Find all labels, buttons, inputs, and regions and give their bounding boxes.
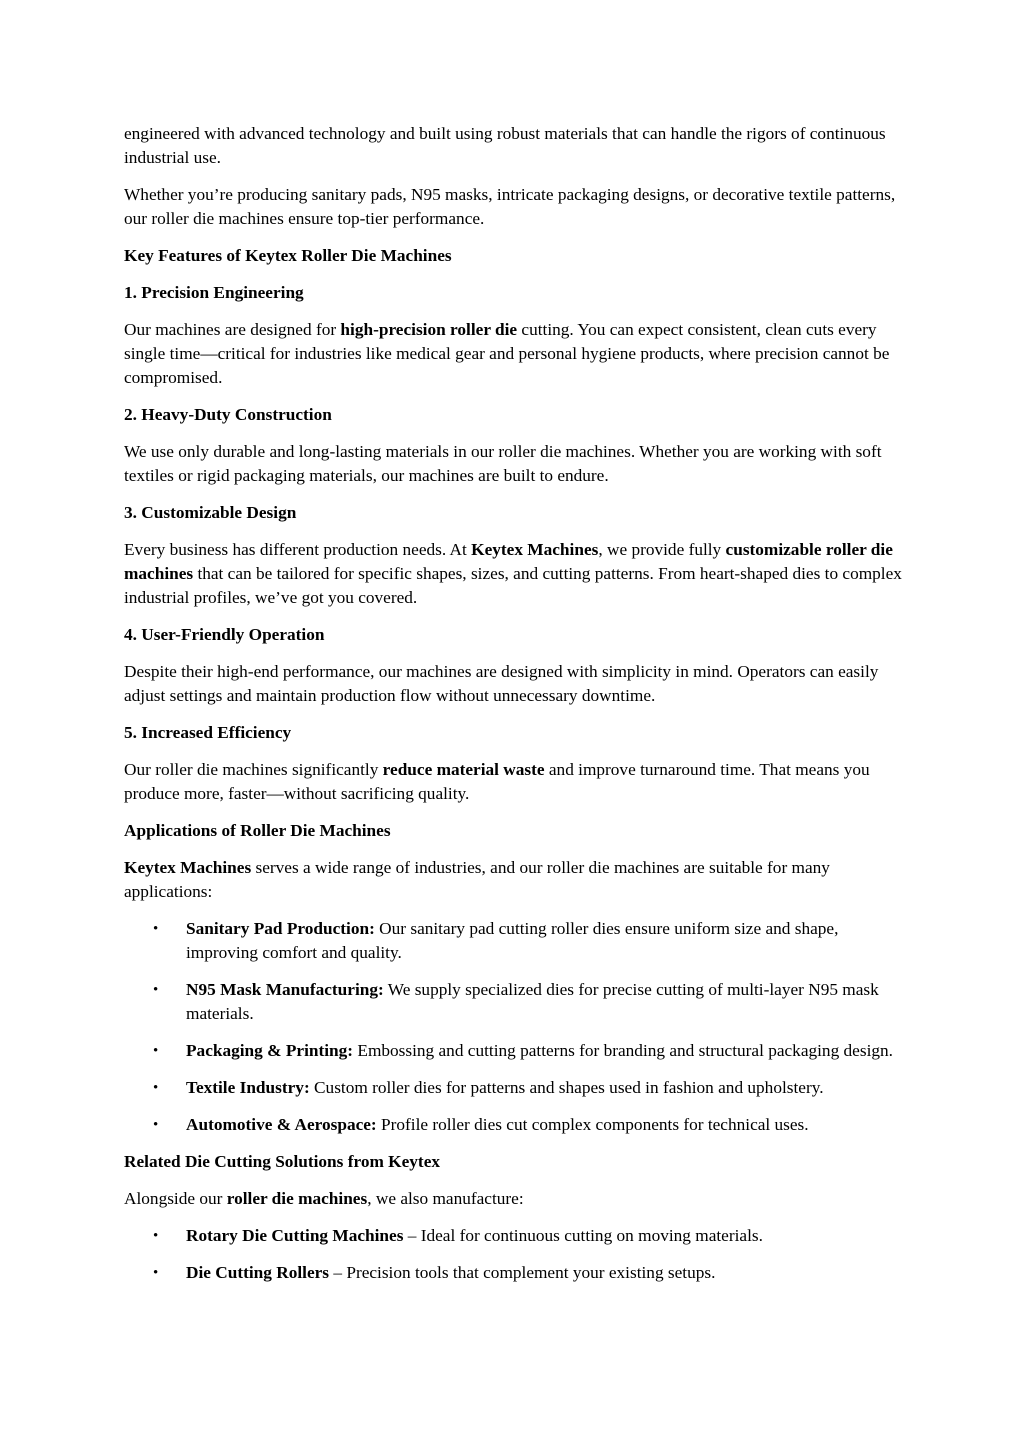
bullet-icon: •	[153, 1117, 159, 1133]
bullet-icon: •	[153, 1080, 159, 1096]
list-item: • Die Cutting Rollers – Precision tools that complement your existing setups.	[124, 1261, 904, 1285]
related-intro: Alongside our roller die machines, we also manufacture:	[124, 1189, 524, 1208]
features-heading: Key Features of Keytex Roller Die Machines	[124, 246, 452, 265]
applications-heading: Applications of Roller Die Machines	[124, 821, 391, 840]
applications-intro: Keytex Machines serves a wide range of industries, and our roller die machines are suitable for many applications:	[124, 858, 830, 901]
feature-2-text: We use only durable and long-lasting materials in our roller die machines. Whether you are working with soft textiles or rigid packaging materials, our machines are built to endure.	[124, 442, 882, 485]
list-item: • Sanitary Pad Production: Our sanitary pad cutting roller dies ensure uniform size and shape, improving comfort and quality.	[153, 919, 839, 962]
bullet-icon: •	[153, 1043, 159, 1059]
feature-1-title: 1. Precision Engineering	[124, 283, 304, 302]
list-item: • N95 Mask Manufacturing: We supply specialized dies for precise cutting of multi-layer N95 mask materials.	[153, 980, 879, 1023]
bullet-icon: •	[153, 1265, 159, 1281]
list-item: • Rotary Die Cutting Machines – Ideal for continuous cutting on moving materials.	[124, 1224, 904, 1248]
feature-1-text: Our machines are designed for high-precision roller die cutting. You can expect consistent, clean cuts every single time—critical for industries like medical gear and personal hygiene products, where precision cannot be compromised.	[124, 320, 890, 387]
intro-paragraph-2: Whether you’re producing sanitary pads, N95 masks, intricate packaging designs, or decorative textile patterns, our roller die machines ensure top-tier performance.	[124, 185, 896, 228]
feature-3-title: 3. Customizable Design	[124, 503, 297, 522]
list-item: • Packaging & Printing: Embossing and cutting patterns for branding and structural packaging design.	[124, 1039, 904, 1063]
list-item: • Automotive & Aerospace: Profile roller dies cut complex components for technical uses.	[124, 1113, 904, 1137]
applications-list	[124, 917, 904, 1137]
feature-5-title: 5. Increased Efficiency	[124, 723, 292, 742]
related-heading: Related Die Cutting Solutions from Keytex	[124, 1152, 440, 1171]
list-item: • Textile Industry: Custom roller dies for patterns and shapes used in fashion and upholstery.	[124, 1076, 904, 1100]
feature-2-title: 2. Heavy-Duty Construction	[124, 405, 332, 424]
intro-paragraph-1: engineered with advanced technology and built using robust materials that can handle the rigors of continuous industrial use.	[124, 124, 886, 167]
feature-4-title: 4. User-Friendly Operation	[124, 625, 325, 644]
feature-5-text: Our roller die machines significantly reduce material waste and improve turnaround time. That means you produce more, faster—without sacrificing quality.	[124, 760, 870, 803]
document-body	[124, 122, 904, 1298]
feature-4-text: Despite their high-end performance, our machines are designed with simplicity in mind. Operators can easily adjust settings and maintain production flow without unnecessary downtime.	[124, 662, 879, 705]
related-list	[124, 1224, 904, 1285]
bullet-icon: •	[153, 982, 159, 998]
bullet-icon: •	[153, 1228, 159, 1244]
bullet-icon: •	[153, 921, 159, 937]
feature-3-text: Every business has different production needs. At Keytex Machines, we provide fully customizable roller die machines that can be tailored for specific shapes, sizes, and cutting patterns. From heart-shaped dies to complex industrial profiles, we’ve got you covered.	[124, 540, 902, 607]
